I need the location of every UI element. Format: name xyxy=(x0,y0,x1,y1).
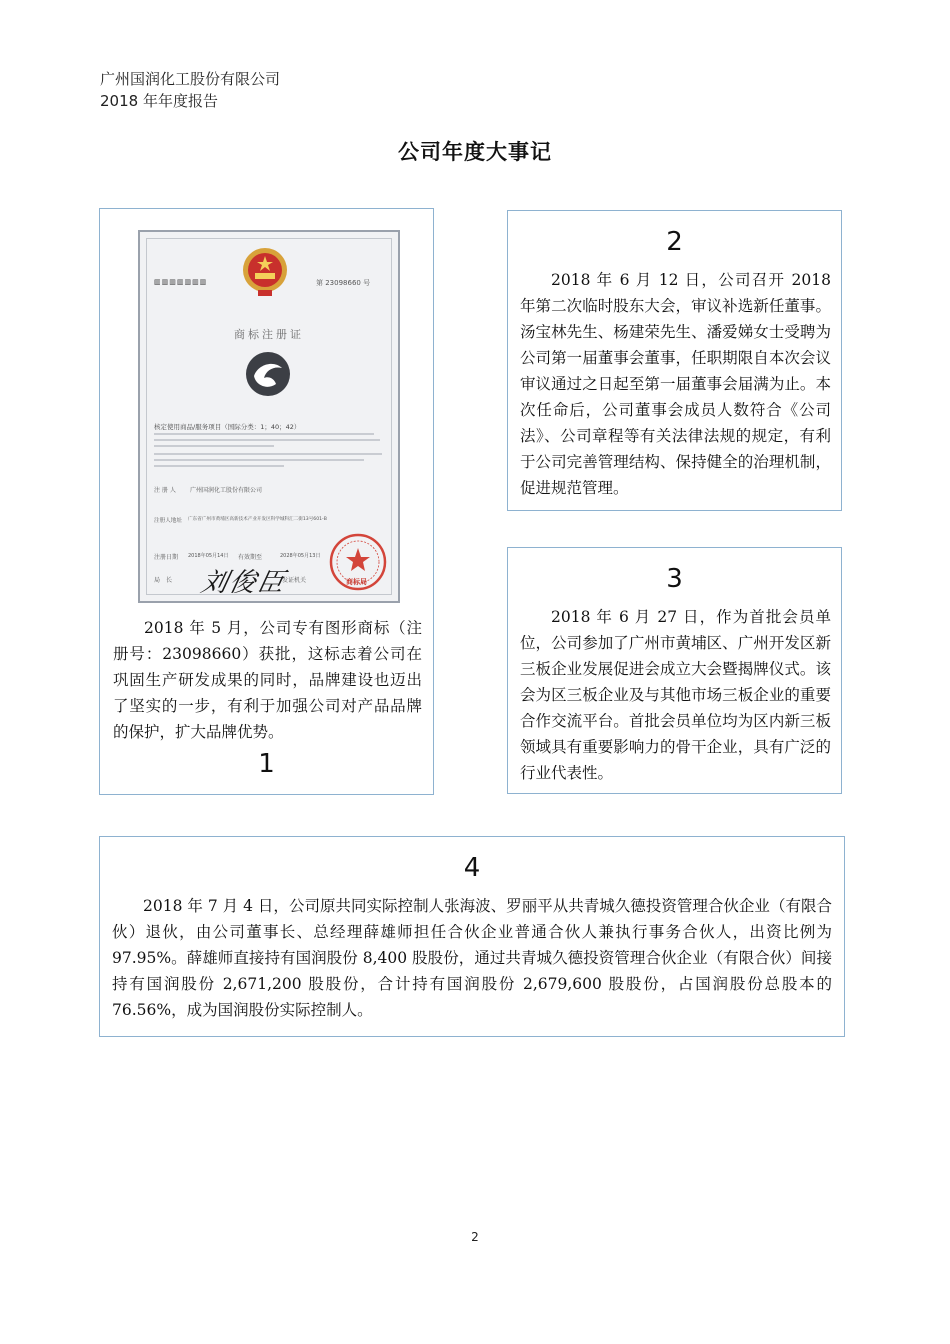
page-header xyxy=(100,68,280,112)
chief-label: 局 长 xyxy=(154,577,173,584)
date-label: 注册日期 xyxy=(154,554,179,561)
registrant-value: 广州国润化工股份有限公司 xyxy=(190,487,263,494)
national-emblem-icon xyxy=(240,246,290,298)
event-box-1 xyxy=(99,208,434,795)
page-title: 公司年度大事记 xyxy=(398,140,552,164)
company-name: 广州国润化工股份有限公司 xyxy=(100,70,281,88)
date-to: 2028年05月13日 xyxy=(280,553,321,559)
event-number-2: 2 xyxy=(666,227,683,257)
certificate-title: 商标注册证 xyxy=(234,328,304,341)
seal-text: 商标局 xyxy=(346,578,367,586)
valid-label: 有效期至 xyxy=(238,554,263,561)
registration-number: 第 23098660 号 xyxy=(316,279,371,287)
registrant-label: 注 册 人 xyxy=(154,487,176,494)
event-box-2 xyxy=(507,210,842,511)
trademark-logo-icon xyxy=(244,350,292,398)
event-text-3: 2018 年 6 月 27 日，作为首批会员单位，公司参加了广州市黄埔区、广州开发区新三板企业发展促进会成立大会暨揭牌仪式。该会为区三板企业及与其他市场三板企业的重要合作交流平台。首批会员单位均为区内新三板领域具有重要影响力的骨干企业，具有广泛的行业代表性。 xyxy=(520,608,831,782)
event-box-4 xyxy=(99,836,845,1037)
address-value: 广东省广州市黄埔区高新技术产业开发区科学城科汇二街13号601-B xyxy=(188,517,327,522)
page-number: 2 xyxy=(471,1230,479,1244)
event-number-3: 3 xyxy=(666,564,683,594)
signature: 刘俊臣 xyxy=(198,568,289,598)
class-line: 核定使用商品/服务项目（国际分类：1；40；42） xyxy=(154,423,301,431)
event-box-3 xyxy=(507,547,842,794)
event-text-1: 2018 年 5 月，公司专有图形商标（注册号：23098660）获批，这标志着公司在巩固生产研发成果的同时，品牌建设也迈出了坚实的一步，有利于加强公司对产品品牌的保护，扩大品牌优势。 xyxy=(113,619,422,741)
event-number-1: 1 xyxy=(258,749,275,779)
event-text-2: 2018 年 6 月 12 日，公司召开 2018 年第二次临时股东大会，审议补选新任董事。汤宝林先生、杨建荣先生、潘爱娣女士受聘为公司第一届董事会董事，任职期限自本次会议审议通过之日起至第一届董事会届满为止。本次任命后，公司董事会成员人数符合《公司法》、公司章程等有关法律法规的规定，有利于公司完善管理结构、保持健全的治理机制，促进规范管理。 xyxy=(520,271,831,497)
address-label: 注册人地址 xyxy=(154,518,182,524)
event-number-4: 4 xyxy=(463,853,481,883)
trademark-certificate-image: ▥▥▥▥▥▥▥ 第 23098660 号 商标注册证 核定使用商品/服务项目（国际分类：1；40；42） 注 册 人 广州国润化工股份有限公司 注册人地址 广东省广州市黄埔区高新技术产业开发区科学城科汇二街13号601-B 注册日期 2018年05月14日 有效期至 2028年05月13日 局 长 刘俊臣 发证机关 商标局 xyxy=(138,230,400,603)
date-from: 2018年05月14日 xyxy=(188,553,229,559)
report-name: 2018 年年度报告 xyxy=(100,92,218,110)
event-text-4: 2018 年 7 月 4 日，公司原共同实际控制人张海波、罗丽平从共青城久德投资管理合伙企业（有限合伙）退伙，由公司董事长、总经理薛雄师担任合伙企业普通合伙人兼执行事务合伙人，出资比例为 97.95%。薛雄师直接持有国润股份 8,400 股股份，通过共青城久德投资管理合伙企业（有限合伙）间接持有国润股份 2,671,200 股股份，合计持有国润股份 2,679,600 股股份，占国润股份总股本的 76.56%，成为国润股份实际控制人。 xyxy=(112,897,832,1019)
issuer-label: 发证机关 xyxy=(282,577,307,584)
